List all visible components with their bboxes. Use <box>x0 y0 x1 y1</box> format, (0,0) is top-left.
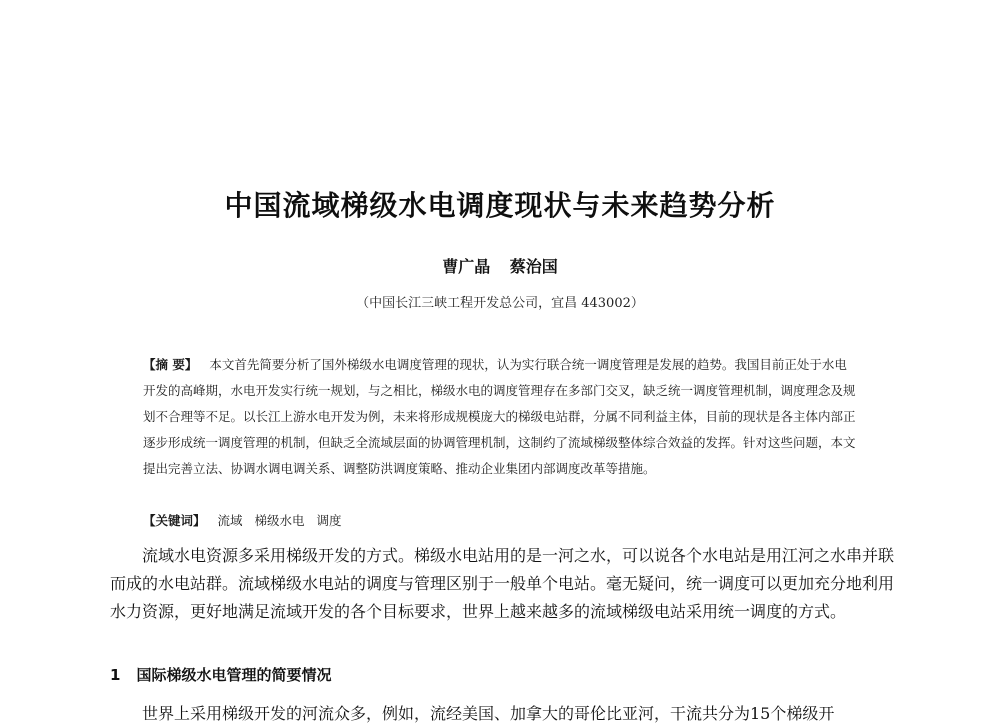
paper-title: 中国流域梯级水电调度现状与未来趋势分析 <box>224 189 776 222</box>
authors: 曹广晶 蔡治国 <box>442 257 558 276</box>
section-paragraph: 世界上采用梯级开发的河流众多，例如，流经美国、加拿大的哥伦比亚河，干流共分为15个梯级开 <box>142 704 835 723</box>
keyword: 流域 <box>217 513 243 528</box>
intro-paragraph: 流域水电资源多采用梯级开发的方式。梯级水电站用的是一河之水，可以说各个水电站是用江河之水串并联而成的水电站群。流域梯级水电站的调度与管理区别于一般单个电站。毫无疑问，统一调度可以更加充分地利用水力资源，更好地满足流域开发的各个目标要求，世界上越来越多的流域梯级电站采用统一调度的方式。 <box>110 546 895 621</box>
section-heading <box>110 664 331 685</box>
abstract-label: 【摘 要】 <box>143 357 198 372</box>
section-title: 国际梯级水电管理的简要情况 <box>136 666 332 684</box>
affiliation: （中国长江三峡工程开发总公司，宜昌 443002） <box>356 296 644 311</box>
keywords-label: 【关键词】 <box>143 513 206 528</box>
abstract-text: 本文首先简要分析了国外梯级水电调度管理的现状，认为实行联合统一调度管理是发展的趋势。我国目前正处于水电开发的高峰期，水电开发实行统一规划，与之相比，梯级水电的调度管理存在多部门交叉，缺乏统一调度管理机制，调度理念及规划不合理等不足。以长江上游水电开发为例，未来将形成规模庞大的梯级电站群，分属不同利益主体，目前的现状是各主体内部正逐步形成统一调度管理的机制，但缺乏全流域层面的协调管理机制，这制约了流域梯级整体综合效益的发挥。针对这些问题，本文提出完善立法、协调水调电调关系、调整防洪调度策略、推动企业集团内部调度改革等措施。 <box>143 357 856 476</box>
keyword: 调度 <box>316 513 342 528</box>
keyword: 梯级水电 <box>254 513 305 528</box>
section-number: 1 <box>110 666 121 684</box>
abstract <box>143 352 859 482</box>
keywords <box>143 508 859 534</box>
